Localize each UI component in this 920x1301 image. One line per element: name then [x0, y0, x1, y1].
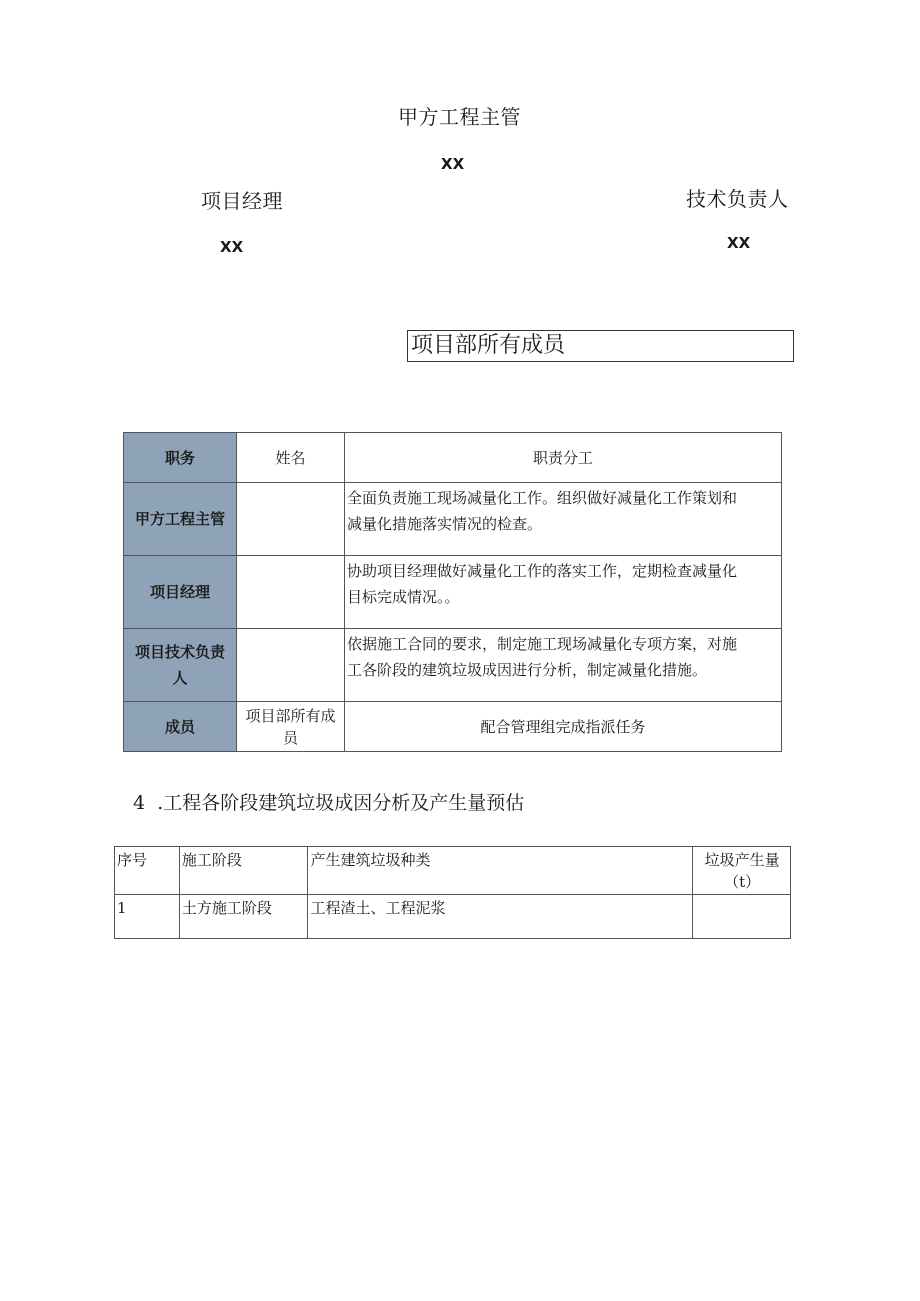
header-amount-label: 垃圾产生量 [704, 851, 780, 869]
duty-cell [345, 629, 782, 702]
owner-supervisor-title: 甲方工程主管 [398, 105, 521, 129]
role-line: 人 [172, 669, 188, 687]
duty-line: 依据施工合同的要求，制定施工现场减量化专项方案，对施 [347, 635, 738, 653]
table-row [124, 702, 782, 752]
duty-cell [345, 556, 782, 629]
project-manager-name: XX [220, 238, 244, 256]
duty-line: 减量化措施落实情况的检查。 [347, 515, 543, 533]
header-amount-unit: （t） [724, 873, 761, 891]
no-cell: 1 [115, 895, 180, 939]
table-header-row [124, 433, 782, 483]
section-heading [133, 788, 524, 815]
duty-cell [345, 483, 782, 556]
role-cell: 成员 [124, 702, 237, 752]
name-line: 员 [282, 728, 298, 747]
table-row [124, 556, 782, 629]
header-stage: 施工阶段 [179, 847, 308, 895]
table-row [124, 629, 782, 702]
amount-cell [693, 895, 791, 939]
duty-line: 协助项目经理做好减量化工作的落实工作，定期检查减量化 [347, 562, 738, 580]
members-box: 项目部所有成员 [407, 330, 794, 362]
project-manager-title: 项目经理 [201, 189, 283, 213]
owner-supervisor-name: XX [441, 155, 465, 173]
table-row [115, 895, 791, 939]
table-row [124, 483, 782, 556]
duty-cell: 配合管理组完成指派任务 [345, 702, 782, 752]
role-cell: 项目经理 [124, 556, 237, 629]
section-number: 4 [133, 792, 146, 814]
header-position: 职务 [124, 433, 237, 483]
name-cell [237, 702, 345, 752]
role-cell: 甲方工程主管 [124, 483, 237, 556]
technical-lead-title: 技术负责人 [686, 187, 789, 211]
responsibility-table [123, 432, 782, 752]
waste-table [114, 846, 791, 939]
name-cell [237, 556, 345, 629]
name-cell [237, 483, 345, 556]
header-name: 姓名 [237, 433, 345, 483]
technical-lead-name: XX [727, 234, 751, 252]
role-line: 项目技术负责 [134, 643, 225, 661]
duty-line: 工各阶段的建筑垃圾成因进行分析，制定减量化措施。 [347, 661, 708, 679]
stage-cell: 土方施工阶段 [179, 895, 308, 939]
table-header-row [115, 847, 791, 895]
header-no: 序号 [115, 847, 180, 895]
role-cell [124, 629, 237, 702]
header-duty: 职责分工 [345, 433, 782, 483]
header-types: 产生建筑垃圾种类 [308, 847, 693, 895]
name-line: 项目部所有成 [245, 706, 336, 725]
types-cell: 工程渣土、工程泥浆 [308, 895, 693, 939]
duty-line: 目标完成情况。。 [347, 588, 460, 606]
name-cell [237, 629, 345, 702]
duty-line: 全面负责施工现场减量化工作。组织做好减量化工作策划和 [347, 489, 738, 507]
header-amount [693, 847, 791, 895]
section-title: .工程各阶段建筑垃圾成因分析及产生量预估 [157, 792, 525, 814]
